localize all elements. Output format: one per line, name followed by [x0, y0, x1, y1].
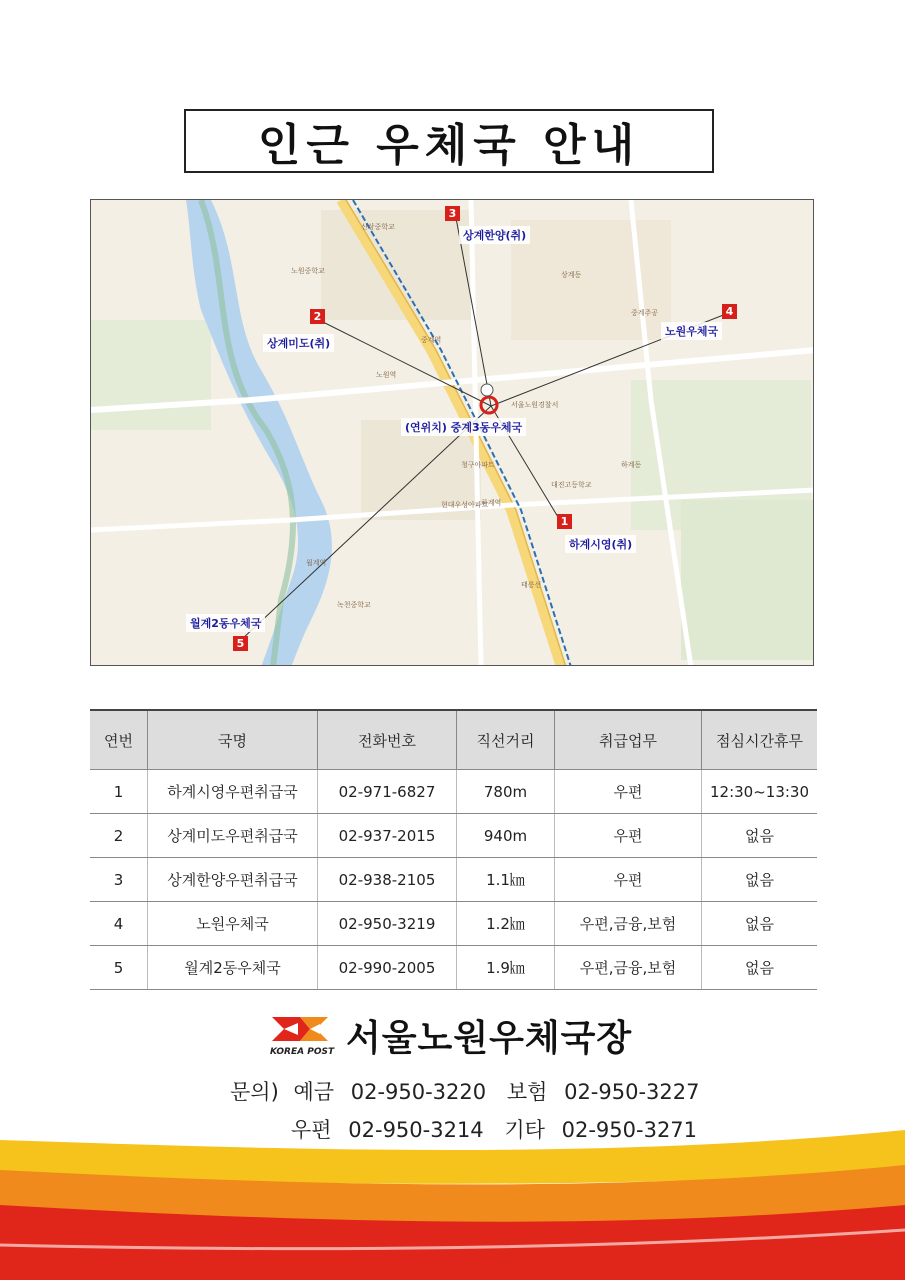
map-place: 청구아파트 — [461, 461, 495, 469]
cell-services: 우편 — [555, 814, 702, 858]
cell-lunch: 없음 — [702, 858, 818, 902]
cell-name: 상계미도우편취급국 — [148, 814, 318, 858]
col-header-phone: 전화번호 — [318, 710, 457, 770]
logo-caption: KOREA POST — [270, 1047, 335, 1057]
contact-number: 02-950-3227 — [564, 1080, 700, 1104]
col-header-distance: 직선거리 — [457, 710, 555, 770]
contact-label: 기타 — [504, 1118, 545, 1142]
map-label-office2: 상계미도(취) — [263, 334, 334, 352]
col-header-lunch: 점심시간휴무 — [702, 710, 818, 770]
cell-services: 우편 — [555, 770, 702, 814]
cell-services: 우편,금융,보험 — [555, 946, 702, 990]
map-label-office4: 노원우체국 — [661, 322, 722, 340]
cell-name: 노원우체국 — [148, 902, 318, 946]
area-map — [90, 199, 814, 666]
table-row — [90, 946, 817, 990]
table-row — [90, 770, 817, 814]
page-title: 인근 우체국 안내 — [257, 120, 641, 171]
map-pin-3: 3 — [445, 206, 460, 221]
map-place: 노원중학교 — [291, 267, 325, 275]
table-header-row — [90, 710, 817, 770]
contact-label: 우편 — [291, 1118, 332, 1142]
table-row — [90, 814, 817, 858]
cell-distance: 940m — [457, 814, 555, 858]
contact-number: 02-950-3214 — [348, 1118, 484, 1142]
map-place: 현대우성아파트 — [441, 501, 489, 509]
footer-swoosh-graphic — [0, 1130, 905, 1280]
cell-name: 월계2동우체국 — [148, 946, 318, 990]
cell-name: 하계시영우편취급국 — [148, 770, 318, 814]
contact-label: 예금 — [293, 1080, 335, 1104]
cell-lunch: 없음 — [702, 814, 818, 858]
map-place: 월계역 — [306, 559, 327, 567]
map-place: 대진고등학교 — [551, 481, 592, 489]
cell-lunch: 없음 — [702, 902, 818, 946]
map-label-office1: 하계시영(취) — [565, 535, 636, 553]
map-label-office3: 상계한양(취) — [459, 226, 530, 244]
cell-no: 1 — [90, 770, 148, 814]
cell-services: 우편 — [555, 858, 702, 902]
cell-distance: 1.2㎞ — [457, 902, 555, 946]
map-place: 중계주공 — [631, 309, 659, 317]
cell-no: 3 — [90, 858, 148, 902]
cell-distance: 780m — [457, 770, 555, 814]
map-pin-5: 5 — [233, 636, 248, 651]
map-pin-4: 4 — [722, 304, 737, 319]
map-place: 상계동 — [561, 271, 582, 279]
contact-label: 보험 — [506, 1080, 548, 1104]
map-place: 녹천중학교 — [337, 601, 371, 609]
col-header-name: 국명 — [148, 710, 318, 770]
cell-distance: 1.1㎞ — [457, 858, 555, 902]
office-head-name: 서울노원우체국장 — [346, 1017, 633, 1059]
post-office-table — [90, 709, 817, 990]
footer-swoosh — [0, 1130, 905, 1280]
col-header-no: 연번 — [90, 710, 148, 770]
cell-distance: 1.9㎞ — [457, 946, 555, 990]
map-pin-2: 2 — [310, 309, 325, 324]
map-place: 신상중학교 — [361, 223, 395, 231]
table-row — [90, 858, 817, 902]
cell-phone: 02-937-2015 — [318, 814, 457, 858]
map-label-office5: 월계2동우체국 — [186, 614, 265, 632]
cell-services: 우편,금융,보험 — [555, 902, 702, 946]
cell-lunch: 없음 — [702, 946, 818, 990]
map-place: 하계역 — [481, 499, 502, 507]
cell-phone: 02-971-6827 — [318, 770, 457, 814]
korea-post-logo — [270, 1011, 334, 1059]
cell-no: 2 — [90, 814, 148, 858]
map-place: 중계역 — [421, 336, 442, 344]
contact-line-1 — [230, 1076, 699, 1106]
cell-phone: 02-938-2105 — [318, 858, 457, 902]
map-place: 서울노원경찰서 — [511, 401, 559, 409]
col-header-services: 취급업무 — [555, 710, 702, 770]
cell-phone: 02-950-3219 — [318, 902, 457, 946]
map-place: 노원역 — [376, 371, 397, 379]
cell-no: 4 — [90, 902, 148, 946]
page-title-box — [184, 109, 714, 173]
map-pin-1: 1 — [557, 514, 572, 529]
map-label-center: (연위치) 중계3동우체국 — [401, 418, 526, 436]
cell-phone: 02-990-2005 — [318, 946, 457, 990]
brand-row — [270, 1010, 632, 1060]
contact-number: 02-950-3220 — [350, 1080, 487, 1104]
cell-lunch: 12:30~13:30 — [702, 770, 818, 814]
cell-no: 5 — [90, 946, 148, 990]
table-row — [90, 902, 817, 946]
map-place: 태릉선 — [521, 581, 542, 589]
contact-prefix: 문의) — [230, 1080, 279, 1104]
cell-name: 상계한양우편취급국 — [148, 858, 318, 902]
map-place: 하계동 — [621, 461, 642, 469]
contact-number: 02-950-3271 — [561, 1118, 698, 1142]
